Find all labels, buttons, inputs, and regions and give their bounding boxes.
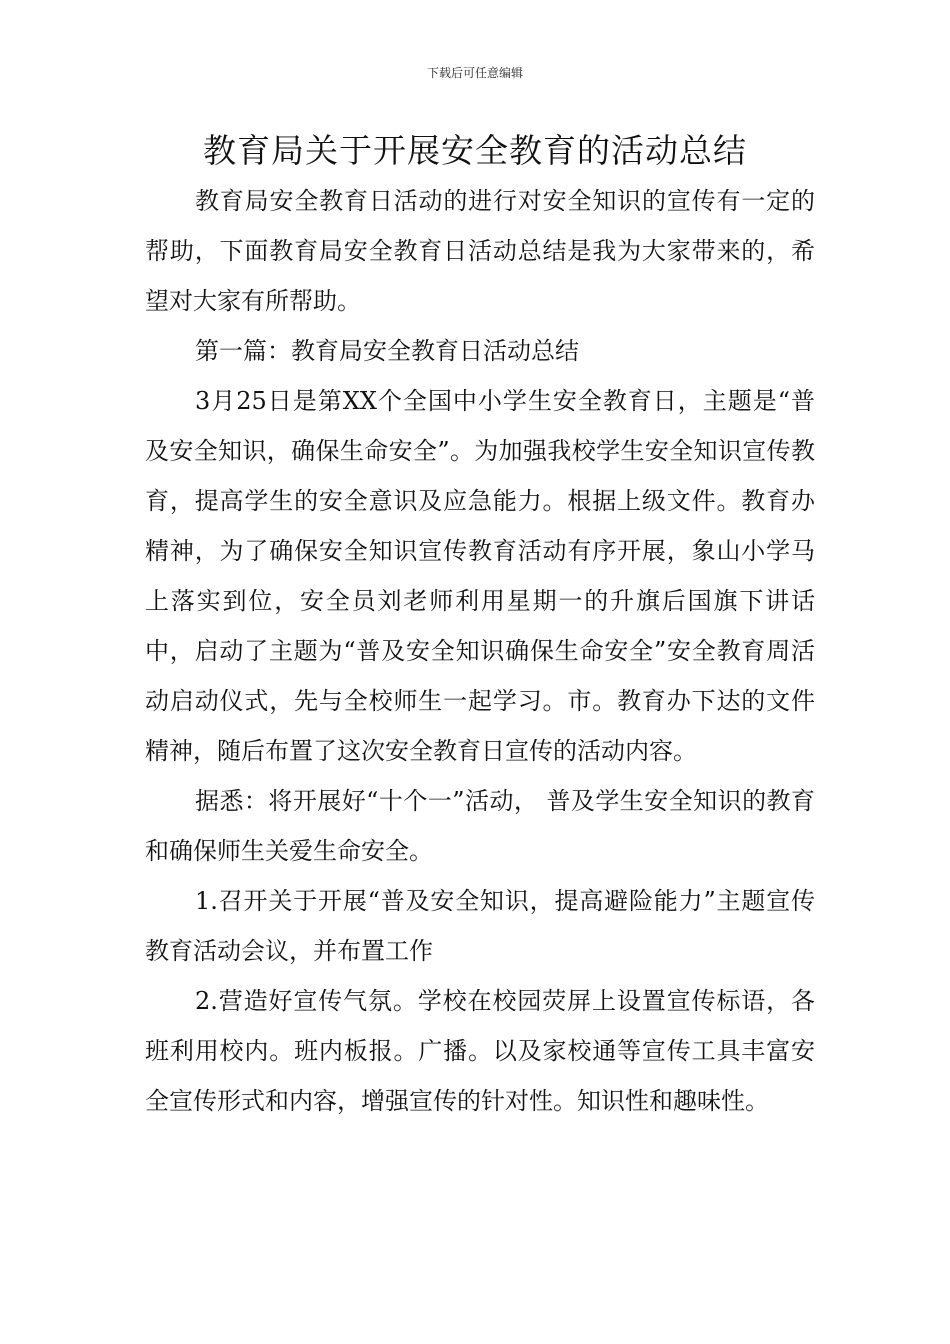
paragraph-main: 3月25日是第XX个全国中小学生安全教育日，主题是“普及安全知识，确保生命安全”。为加强我校学生安全知识宣传教育，提高学生的安全意识及应急能力。根据上级文件。教育办精神，为了确保安全知识宣传教育活动有序开展，象山小学马上落实到位，安全员刘老师利用星期一的升旗后国旗下讲话中，启动了主题为“普及安全知识确保生命安全”安全教育周活动启动仪式，先与全校师生一起学习。市。教育办下达的文件精神，随后布置了这次安全教育日宣传的活动内容。 bbox=[145, 387, 815, 765]
paragraph-activities: 据悉：将开展好“十个一”活动， 普及学生安全知识的教育和确保师生关爱生命安全。 bbox=[145, 787, 815, 865]
paragraph-section-heading: 第一篇：教育局安全教育日活动总结 bbox=[195, 337, 579, 365]
paragraph-intro: 教育局安全教育日活动的进行对安全知识的宣传有一定的帮助，下面教育局安全教育日活动总结是我为大家带来的，希望对大家有所帮助。 bbox=[145, 187, 815, 315]
document-title: 教育局关于开展安全教育的活动总结 bbox=[203, 131, 747, 170]
document-body bbox=[145, 176, 815, 1126]
list-item-1: 1.召开关于开展“普及安全知识，提高避险能力”主题宣传教育活动会议，并布置工作 bbox=[145, 887, 815, 965]
header-note: 下载后可任意编辑 bbox=[426, 66, 523, 80]
list-item-2: 2.营造好宣传气氛。学校在校园荧屏上设置宣传标语，各班利用校内。班内板报。广播。以及家校通等宣传工具丰富安全宣传形式和内容，增强宣传的针对性。知识性和趣味性。 bbox=[145, 987, 815, 1115]
